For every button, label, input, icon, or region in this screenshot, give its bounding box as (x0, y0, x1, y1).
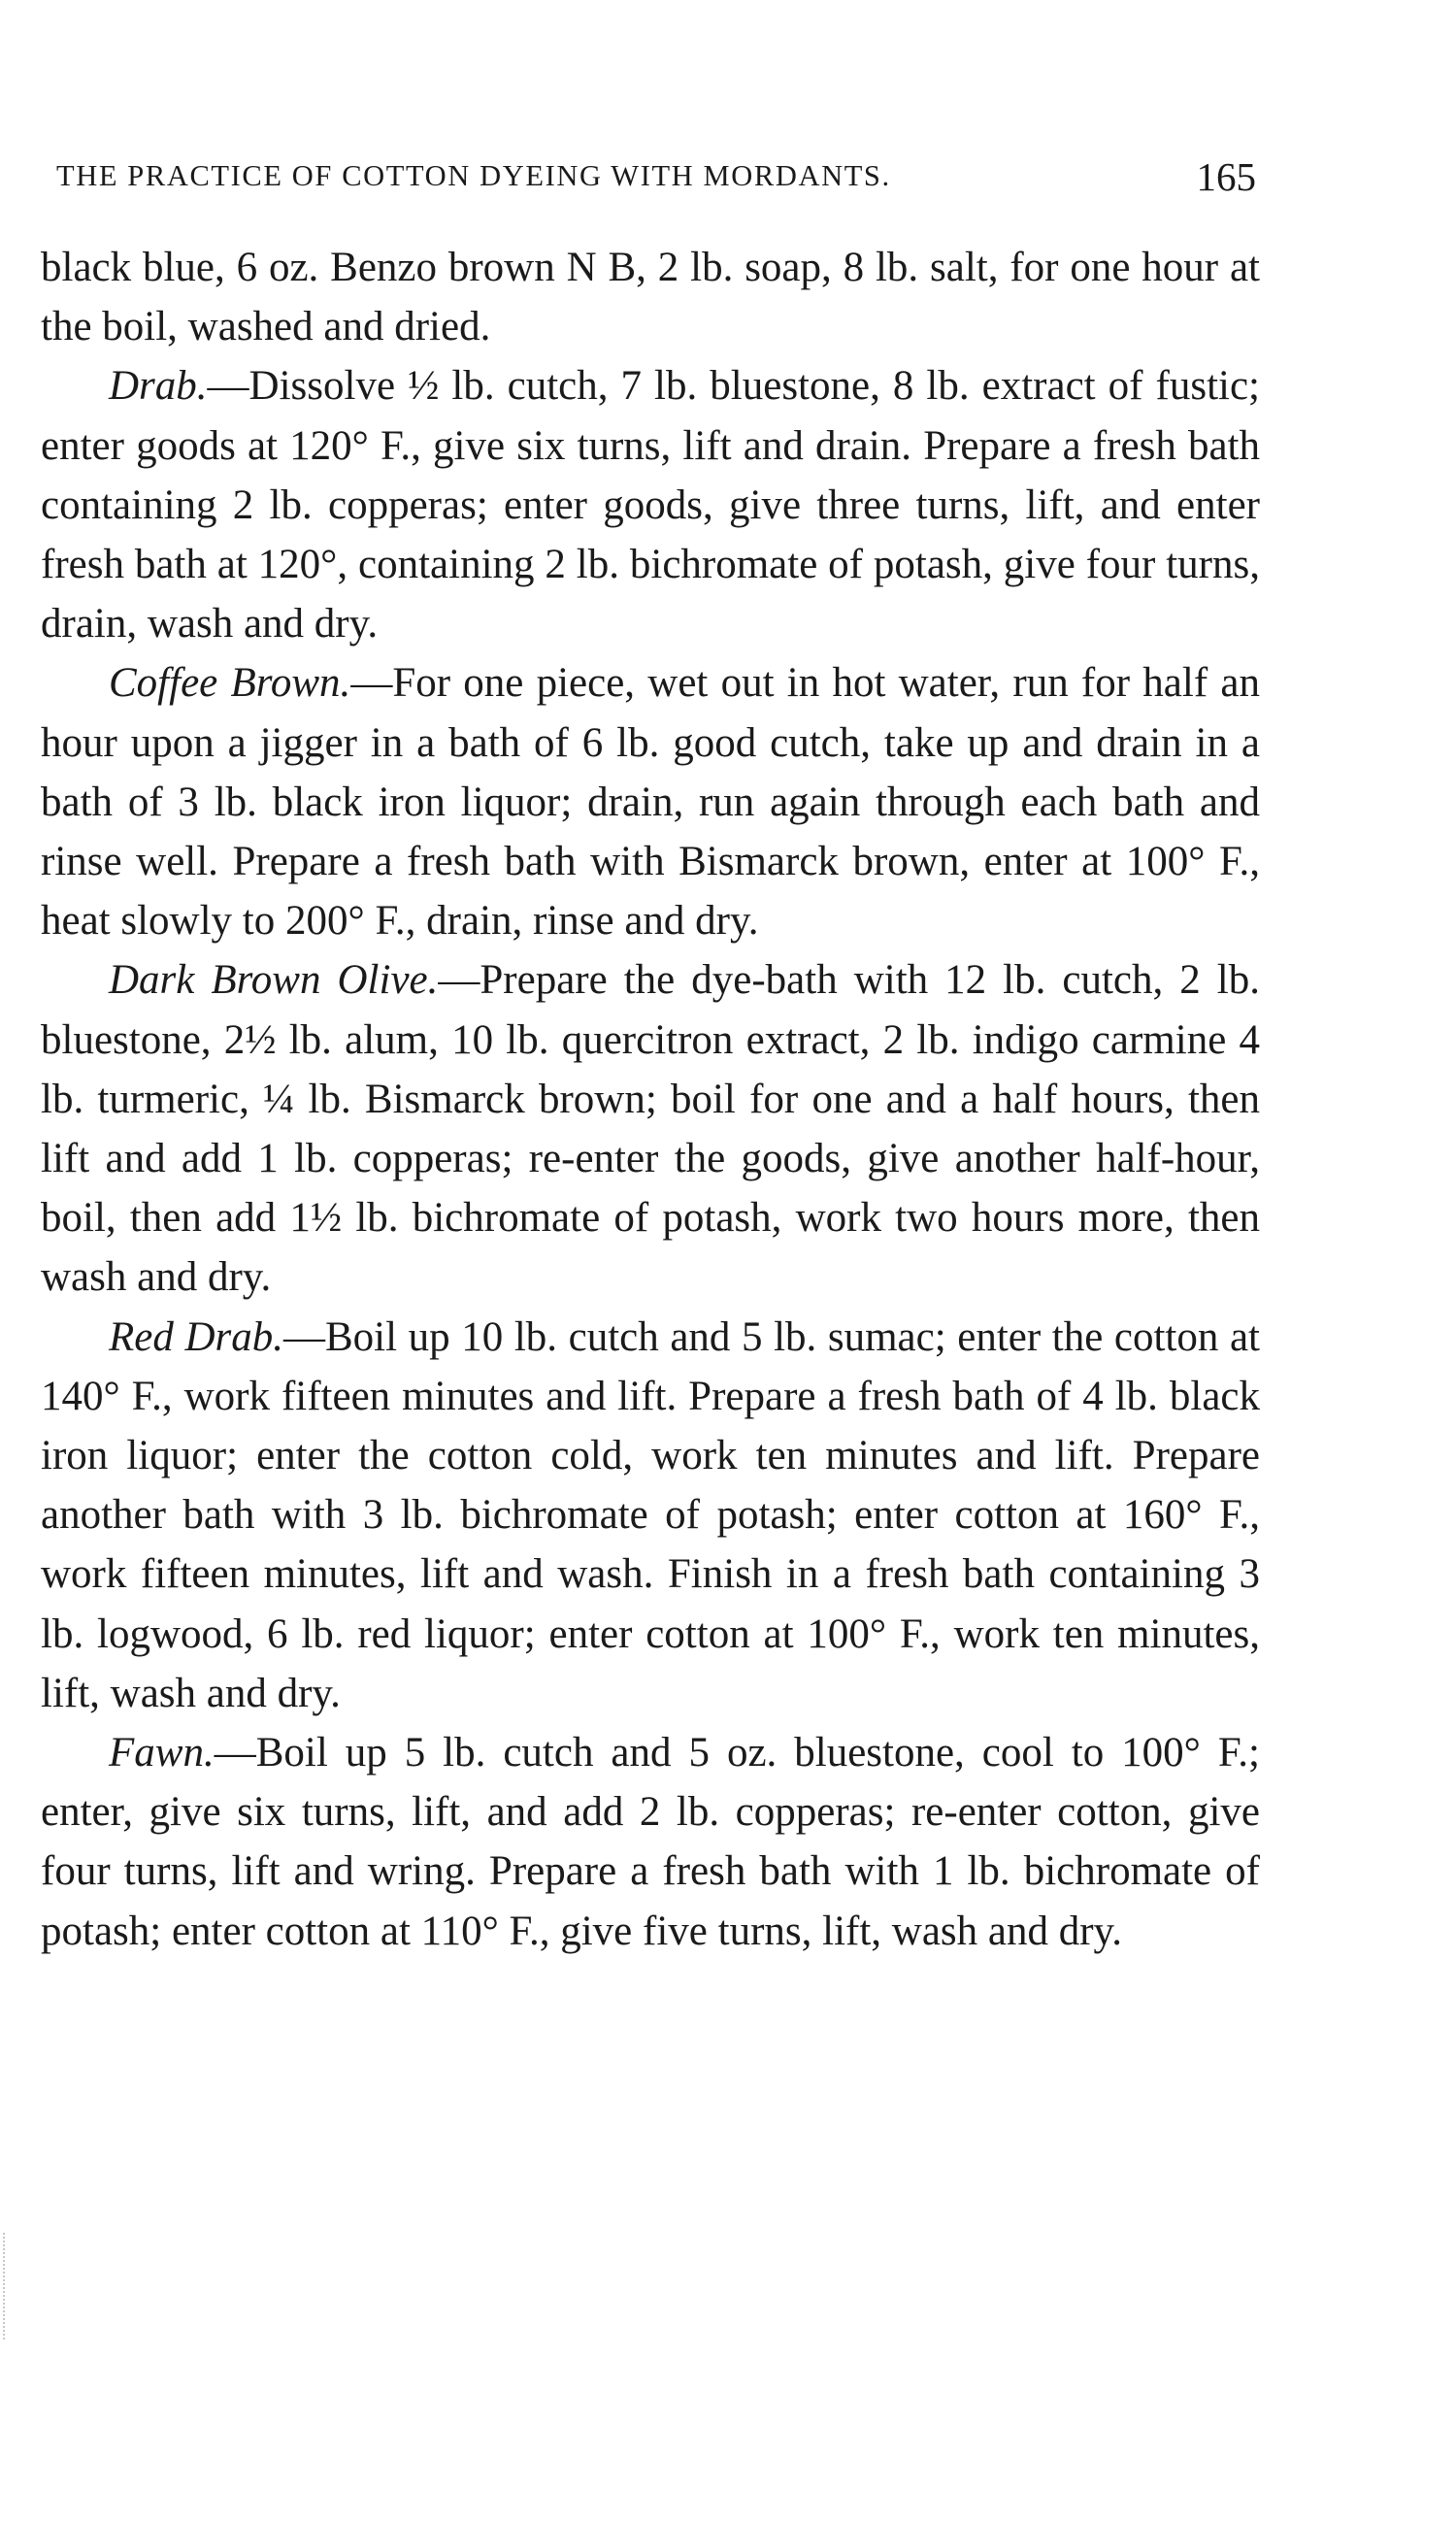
body-text (41, 238, 1260, 1961)
recipe-text: —For one piece, wet out in hot water, run for half an hour upon a jigger in a bath of 6 lb. good cutch, take up and drain in a bath of 3 lb. black iron liquor; drain, run again through each bath and rinse well. Prepare a fresh bath with Bismarck brown, enter at 100° F., heat slowly to 200° F., drain, rinse and dry. (41, 660, 1260, 945)
recipe-text: —Dissolve ½ lb. cutch, 7 lb. bluestone, 8 lb. extract of fustic; enter goods at 120° F., give six turns, lift and drain. Prepare a fresh bath containing 2 lb. copperas; enter goods, give three turns, lift, and enter fresh bath at 120°, containing 2 lb. bichromate of potash, give four turns, drain, wash and dry. (41, 363, 1260, 647)
recipe-text: —Boil up 10 lb. cutch and 5 lb. sumac; enter the cotton at 140° F., work fifteen minutes and lift. Prepare a fresh bath of 4 lb. black iron liquor; enter the cotton cold, work ten minutes and lift. Prepare another bath with 3 lb. bichromate of potash; enter cotton at 160° F., work fifteen minutes, lift and wash. Finish in a fresh bath containing 3 lb. logwood, 6 lb. red liquor; enter cotton at 100° F., work ten minutes, lift, wash and dry. (41, 1313, 1261, 1716)
recipe-text: —Boil up 5 lb. cutch and 5 oz. bluestone, cool to 100° F.; enter, give six turns, lift, and add 2 lb. copperas; re-enter cotton, give four turns, lift and wring. Prepare a fresh bath with 1 lb. bichromate of potash; enter cotton at 110° F., give five turns, lift, wash and dry. (41, 1730, 1260, 1954)
recipe-name: Dark Brown Olive. (109, 957, 439, 1004)
recipe-dark-brown-olive (41, 950, 1260, 1307)
recipe-coffee-brown (41, 653, 1260, 950)
recipe-text: —Prepare the dye-bath with 12 lb. cutch, 2 lb. bluestone, 2½ lb. alum, 10 lb. quercitron extract, 2 lb. indigo carmine 4 lb. turmeric, ¼ lb. Bismarck brown; boil for one and a half hours, then lift and add 1 lb. copperas; re-enter the goods, give another half-hour, boil, then add 1½ lb. bichromate of potash, work two hours more, then wash and dry. (41, 957, 1260, 1301)
recipe-drab (41, 356, 1260, 653)
recipe-fawn (41, 1723, 1260, 1961)
recipe-name: Coffee Brown. (109, 660, 351, 707)
recipe-name: Drab. (109, 363, 208, 410)
continuation-paragraph: black blue, 6 oz. Benzo brown N B, 2 lb. soap, 8 lb. salt, for one hour at the boil, washed and dried. (41, 245, 1260, 350)
recipe-name: Fawn. (109, 1730, 215, 1776)
running-title: THE PRACTICE OF COTTON DYEING WITH MORDANTS. (56, 159, 891, 192)
scan-margin-mark (3, 2233, 7, 2340)
recipe-name: Red Drab. (109, 1313, 283, 1360)
page-number: 165 (1196, 154, 1256, 199)
recipe-red-drab (41, 1308, 1260, 1723)
running-head (56, 153, 1256, 212)
